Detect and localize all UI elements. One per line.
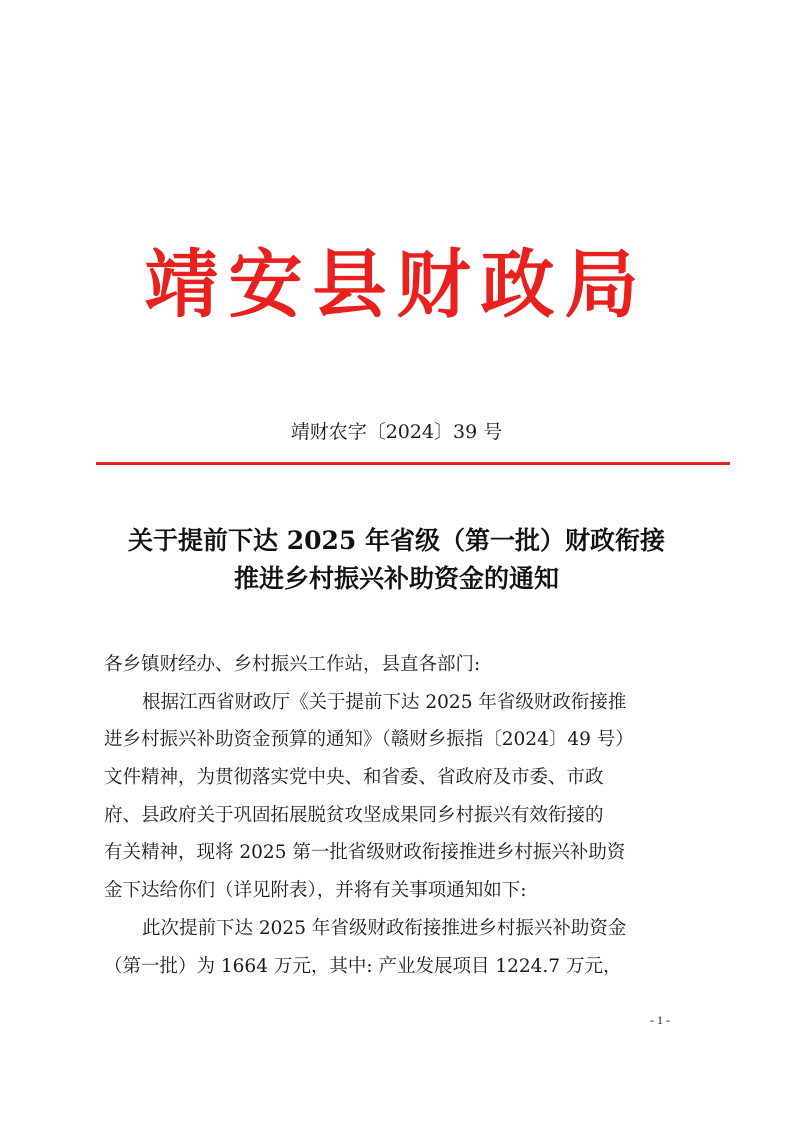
document-title <box>60 522 733 598</box>
page-number: - 1 - <box>650 1013 670 1027</box>
document-body <box>104 646 698 985</box>
paragraph-1-line: 进乡村振兴补助资金预算的通知》（赣财乡振指〔2024〕49 号） <box>104 729 634 751</box>
paragraph-1-line: 金下达给你们（详见附表），并将有关事项通知如下: <box>104 880 527 902</box>
paragraph-1-line: 府、县政府关于巩固拓展脱贫攻坚成果同乡村振兴有效衔接的 <box>104 804 604 826</box>
document-number: 靖财农字〔2024〕39 号 <box>290 421 503 443</box>
paragraph-2-line: （第一批）为 1664 万元，其中: 产业发展项目 1224.7 万元， <box>104 955 622 977</box>
red-divider-line <box>96 462 730 465</box>
salutation: 各乡镇财经办、乡村振兴工作站，县直各部门: <box>104 654 481 675</box>
paragraph-1-line: 文件精神，为贯彻落实党中央、和省委、省政府及市委、市政 <box>104 767 604 789</box>
title-line-2: 推进乡村振兴补助资金的通知 <box>233 564 559 593</box>
paragraph-1-line: 有关精神，现将 2025 第一批省级财政衔接推进乡村振兴补助资 <box>104 842 626 864</box>
paragraph-2-line: 此次提前下达 2025 年省级财政衔接推进乡村振兴补助资金 <box>142 917 627 939</box>
title-line-1: 关于提前下达 2025 年省级（第一批）财政衔接 <box>128 526 665 555</box>
paragraph-1-line: 根据江西省财政厅《关于提前下达 2025 年省级财政衔接推 <box>142 691 627 713</box>
issuer-name: 靖安县财政局 <box>144 242 649 328</box>
